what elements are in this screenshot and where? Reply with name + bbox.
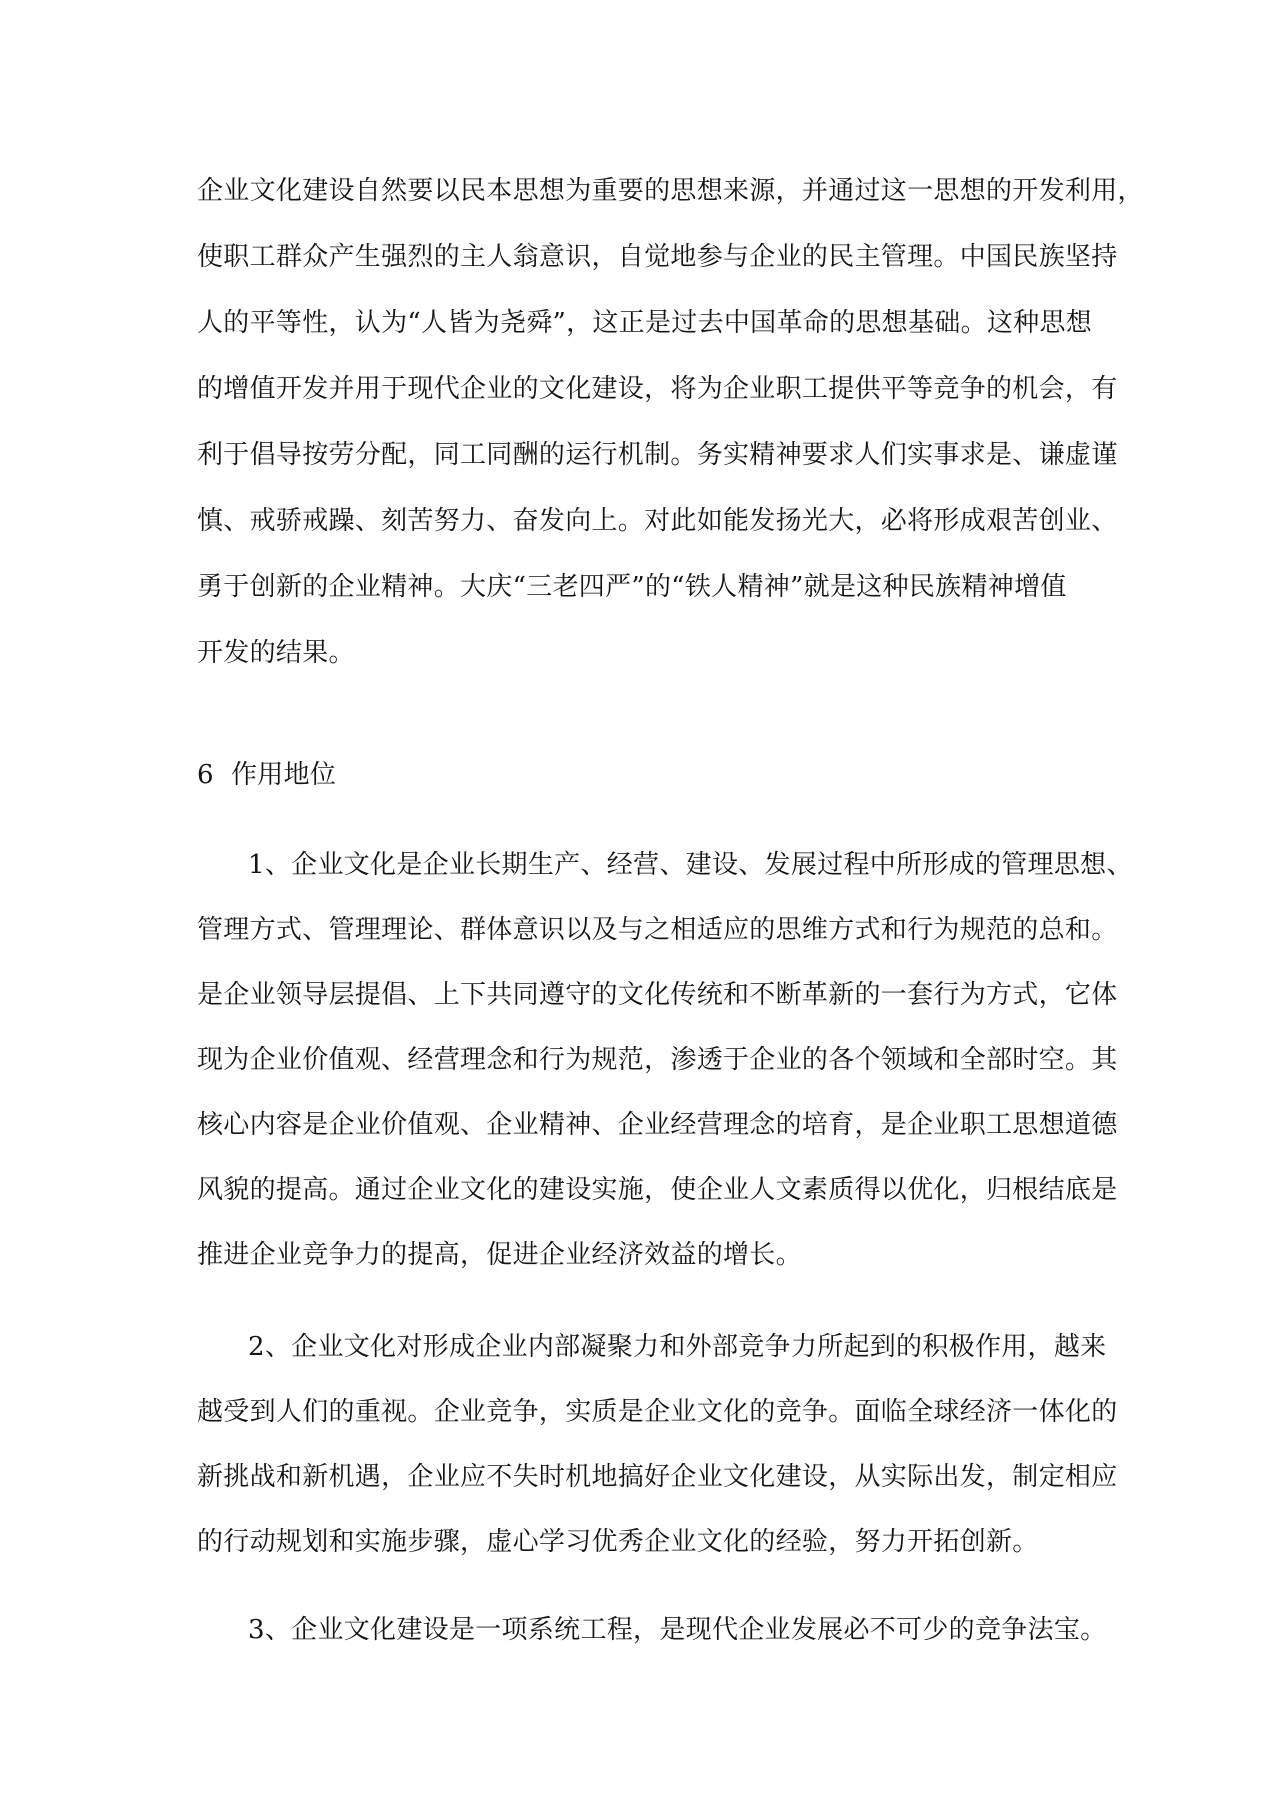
- paragraph-line: 现为企业价值观、经营理念和行为规范，渗透于企业的各个领域和全部时空。其: [197, 1045, 1118, 1075]
- paragraph-line: 人的平等性，认为“人皆为尧舜”，这正是过去中国革命的思想基础。这种思想: [197, 308, 1093, 338]
- paragraph-line: 使职工群众产生强烈的主人翁意识，自觉地参与企业的民主管理。中国民族坚持: [197, 242, 1118, 272]
- paragraph-line: 越受到人们的重视。企业竞争，实质是企业文化的竞争。面临全球经济一体化的: [197, 1397, 1118, 1427]
- paragraph-line: 的行动规划和实施步骤，虚心学习优秀企业文化的经验，努力开拓创新。: [197, 1527, 1039, 1557]
- paragraph-line: 管理方式、管理理论、群体意识以及与之相适应的思维方式和行为规范的总和。: [197, 915, 1118, 945]
- section-heading: 6 作用地位: [197, 760, 337, 790]
- paragraph-line: 1、企业文化是企业长期生产、经营、建设、发展过程中所形成的管理思想、: [248, 850, 1133, 880]
- paragraph-line: 核心内容是企业价值观、企业精神、企业经营理念的培育，是企业职工思想道德: [197, 1110, 1118, 1140]
- paragraph-line: 开发的结果。: [197, 638, 355, 668]
- paragraph-line: 推进企业竞争力的提高，促进企业经济效益的增长。: [197, 1240, 802, 1270]
- paragraph-line: 3、企业文化建设是一项系统工程，是现代企业发展必不可少的竞争法宝。: [248, 1615, 1107, 1645]
- paragraph-line: 利于倡导按劳分配，同工同酬的运行机制。务实精神要求人们实事求是、谦虚谨: [197, 440, 1118, 470]
- paragraph-line: 2、企业文化对形成企业内部凝聚力和外部竞争力所起到的积极作用，越来: [248, 1332, 1107, 1362]
- paragraph-line: 新挑战和新机遇，企业应不失时机地搞好企业文化建设，从实际出发，制定相应: [197, 1462, 1118, 1492]
- paragraph-line: 的增值开发并用于现代企业的文化建设，将为企业职工提供平等竞争的机会，有: [197, 374, 1118, 404]
- paragraph-line: 慎、戒骄戒躁、刻苦努力、奋发向上。对此如能发扬光大，必将形成艰苦创业、: [197, 506, 1118, 536]
- paragraph-line: 风貌的提高。通过企业文化的建设实施，使企业人文素质得以优化，归根结底是: [197, 1175, 1118, 1205]
- paragraph-line: 勇于创新的企业精神。大庆“三老四严”的“铁人精神”就是这种民族精神增值: [197, 572, 1067, 602]
- paragraph-line: 企业文化建设自然要以民本思想为重要的思想来源，并通过这一思想的开发利用，: [197, 176, 1144, 206]
- paragraph-line: 是企业领导层提倡、上下共同遵守的文化传统和不断革新的一套行为方式，它体: [197, 980, 1118, 1010]
